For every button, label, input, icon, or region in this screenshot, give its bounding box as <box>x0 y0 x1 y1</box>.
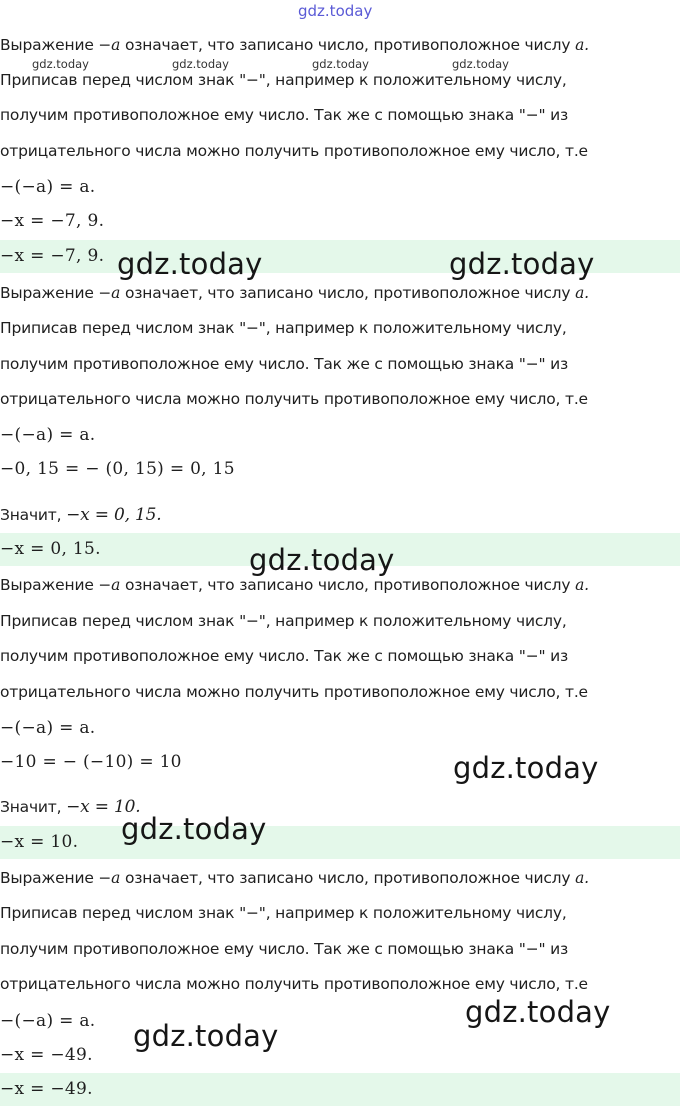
math-inline: −a <box>98 284 121 302</box>
math-inline: −x = 0, 15. <box>66 505 162 525</box>
watermark-big: gdz.today <box>449 247 595 281</box>
text: Выражение <box>0 576 99 594</box>
math-inline: a. <box>575 869 589 887</box>
explanation-line-4: отрицательного числа можно получить противоположное ему число, т.е <box>0 683 588 701</box>
explanation-line-2: Приписав перед числом знак "−", например к положительному числу, <box>0 319 567 337</box>
text: Выражение <box>0 869 99 887</box>
calculation: −10 = − (−10) = 10 <box>0 752 182 772</box>
math-inline: a. <box>575 576 589 594</box>
watermark-top: gdz.today <box>298 2 373 20</box>
watermark-big: gdz.today <box>249 543 395 577</box>
math-inline: a. <box>575 284 589 302</box>
explanation-line-3: получим противоположное ему число. Так же с помощью знака "−" из <box>0 106 569 124</box>
rule-formula: −(−a) = a. <box>0 718 96 738</box>
watermark-big: gdz.today <box>133 1019 279 1053</box>
text: Выражение <box>0 36 99 54</box>
explanation-line-1 <box>0 33 680 57</box>
calculation: −x = −49. <box>0 1045 93 1065</box>
explanation-line-4: отрицательного числа можно получить противоположное ему число, т.е <box>0 390 588 408</box>
answer-row: −x = 0, 15. <box>0 533 680 566</box>
answer-row: −x = −7, 9. <box>0 240 680 273</box>
calculation: −0, 15 = − (0, 15) = 0, 15 <box>0 459 235 479</box>
text: означает, что записано число, противоположное числу <box>120 284 576 302</box>
explanation-line-1 <box>0 281 680 305</box>
explanation-line-4: отрицательного числа можно получить противоположное ему число, т.е <box>0 975 588 993</box>
math-inline: −a <box>98 576 121 594</box>
explanation-line-3: получим противоположное ему число. Так же с помощью знака "−" из <box>0 940 569 958</box>
rule-formula: −(−a) = a. <box>0 177 96 197</box>
calculation: −x = −7, 9. <box>0 211 105 231</box>
explanation-line-1 <box>0 866 680 890</box>
explanation-line-3: получим противоположное ему число. Так же с помощью знака "−" из <box>0 355 569 373</box>
conclusion <box>0 795 680 819</box>
answer-row: −x = 10. <box>0 826 680 859</box>
answer-row: −x = −49. <box>0 1073 680 1106</box>
math-inline: −a <box>98 36 121 54</box>
watermark-small: gdz.today <box>452 57 509 71</box>
text: Выражение <box>0 284 99 302</box>
watermark-big: gdz.today <box>121 812 267 846</box>
explanation-line-1 <box>0 573 680 597</box>
watermark-small: gdz.today <box>32 57 89 71</box>
explanation-line-2: Приписав перед числом знак "−", например к положительному числу, <box>0 612 567 630</box>
watermark-small: gdz.today <box>172 57 229 71</box>
conclusion <box>0 503 680 527</box>
watermark-big: gdz.today <box>453 751 599 785</box>
explanation-line-3: получим противоположное ему число. Так же с помощью знака "−" из <box>0 647 569 665</box>
watermark-small: gdz.today <box>312 57 369 71</box>
conclusion-label: Значит, <box>0 798 67 816</box>
watermark-big: gdz.today <box>117 247 263 281</box>
text: означает, что записано число, противоположное числу <box>120 576 576 594</box>
explanation-line-4: отрицательного числа можно получить противоположное ему число, т.е <box>0 142 588 160</box>
text: означает, что записано число, противоположное числу <box>120 36 576 54</box>
math-inline: a. <box>575 36 589 54</box>
rule-formula: −(−a) = a. <box>0 425 96 445</box>
rule-formula: −(−a) = a. <box>0 1011 96 1031</box>
math-inline: −x = 10. <box>66 797 141 817</box>
explanation-line-2: Приписав перед числом знак "−", например к положительному числу, <box>0 904 567 922</box>
conclusion-label: Значит, <box>0 506 67 524</box>
watermark-big: gdz.today <box>465 995 611 1029</box>
explanation-line-2: Приписав перед числом знак "−", например к положительному числу, <box>0 71 567 89</box>
text: означает, что записано число, противоположное числу <box>120 869 576 887</box>
math-inline: −a <box>98 869 121 887</box>
